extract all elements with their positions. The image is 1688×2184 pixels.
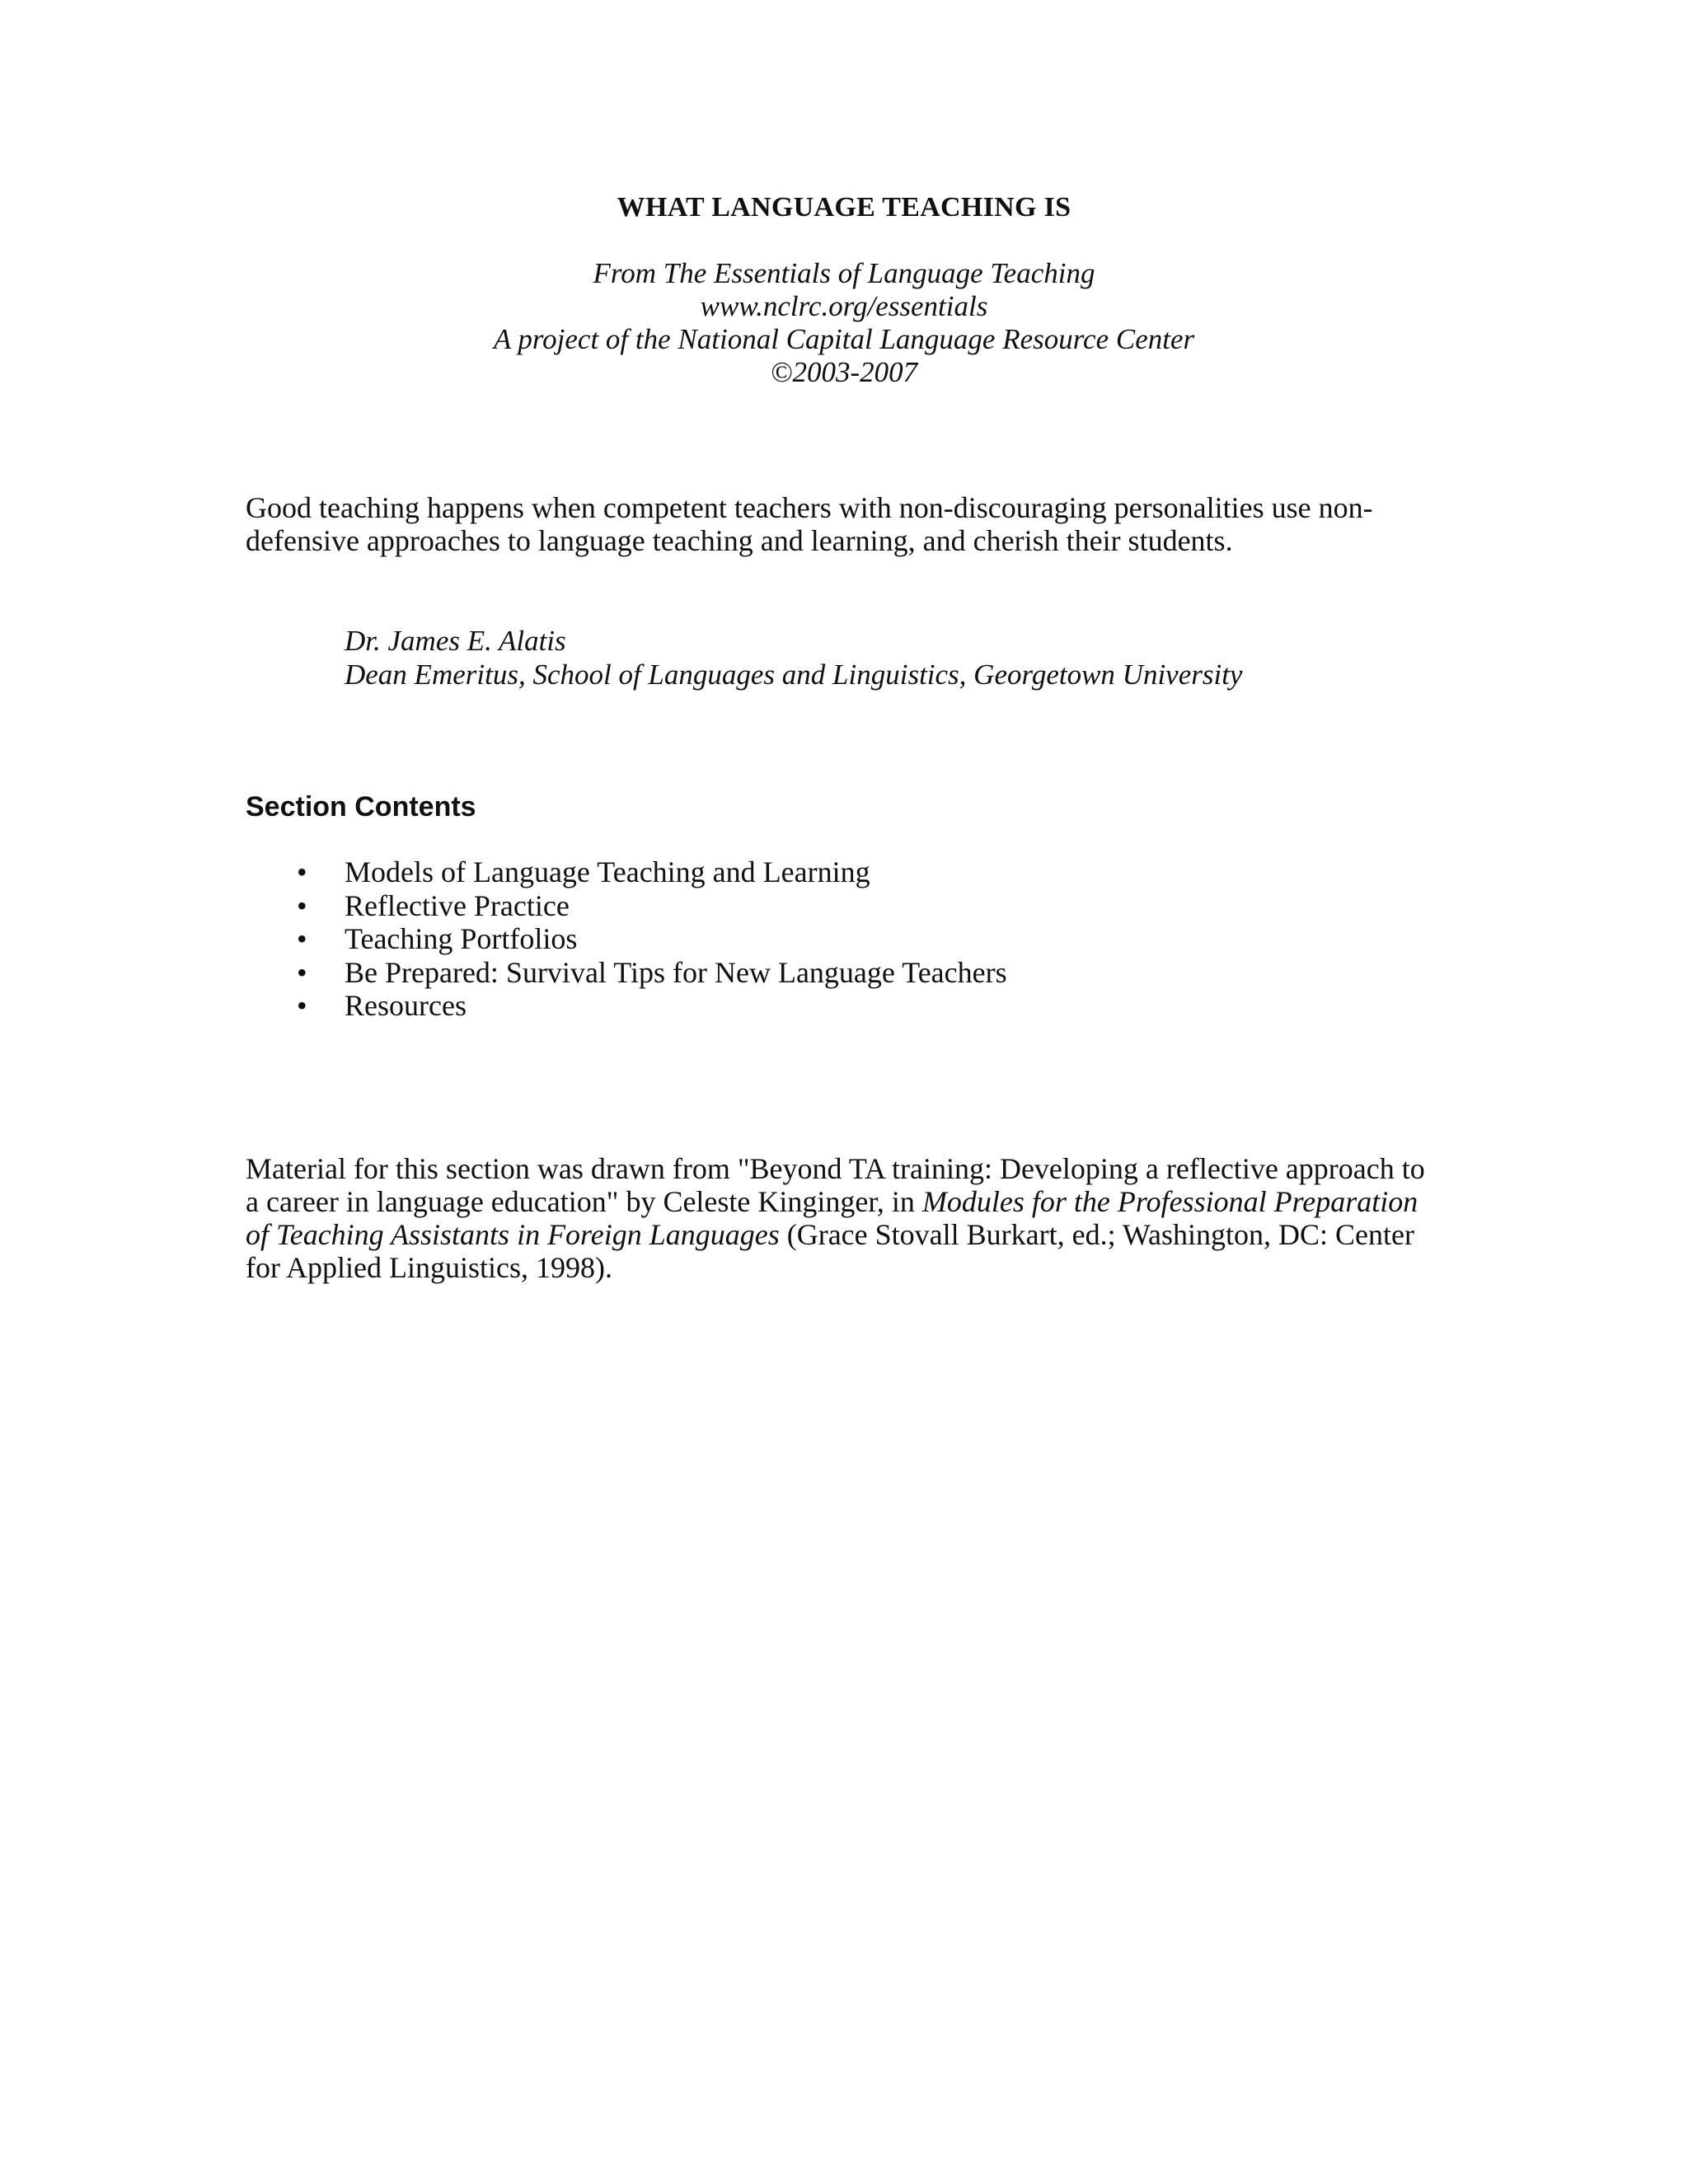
bullet-icon: •: [297, 855, 307, 888]
quote-attribution: [345, 624, 1498, 691]
quote-author: Dr. James E. Alatis: [345, 625, 566, 657]
material-text-end: (Grace Stovall Burkart, ed.; Washington, DC: Center for Applied Linguistics, 1998).: [246, 1218, 1414, 1284]
bullet-icon: •: [297, 922, 307, 955]
list-item-label: Resources: [345, 989, 467, 1022]
list-item: [246, 956, 1007, 990]
quote-affiliation: Dean Emeritus, School of Languages and Linguistics, Georgetown University: [345, 658, 1243, 691]
list-item: [246, 855, 1007, 889]
bullet-icon: •: [297, 989, 307, 1022]
bullet-icon: •: [297, 955, 307, 989]
list-item-label: Reflective Practice: [345, 888, 570, 922]
source-project-line: A project of the National Capital Language Resource Center: [493, 323, 1195, 355]
source-url-line: www.nclrc.org/essentials: [700, 290, 988, 322]
section-contents-heading: Section Contents: [246, 791, 476, 823]
list-item: [246, 922, 1007, 956]
quote-text: Good teaching happens when competent teachers with non-discouraging personalities use non-defensive approaches to language teaching and learning, and cherish their students.: [246, 491, 1373, 557]
source-copyright-line: ©2003-2007: [770, 356, 918, 388]
list-item: [246, 989, 1007, 1023]
source-book-line: From The Essentials of Language Teaching: [593, 257, 1095, 289]
material-publication-title: Modules for the Professional Preparation of Teaching Assistants in Foreign Languages: [246, 1185, 1418, 1251]
material-text-start: Material for this section was drawn from "Beyond TA training: Developing a reflective approach to a career in language education" by Celeste Kinginger, in: [246, 1152, 1425, 1218]
list-item: [246, 889, 1007, 923]
list-item-label: Teaching Portfolios: [345, 922, 578, 955]
list-item-label: Models of Language Teaching and Learning: [345, 855, 870, 888]
material-source-note: [246, 1152, 1432, 1284]
source-info: [0, 257, 1688, 389]
section-contents-list: [246, 855, 1007, 1023]
bullet-icon: •: [297, 888, 307, 922]
list-item-label: Be Prepared: Survival Tips for New Language Teachers: [345, 955, 1007, 989]
page-title: WHAT LANGUAGE TEACHING IS: [617, 192, 1071, 223]
